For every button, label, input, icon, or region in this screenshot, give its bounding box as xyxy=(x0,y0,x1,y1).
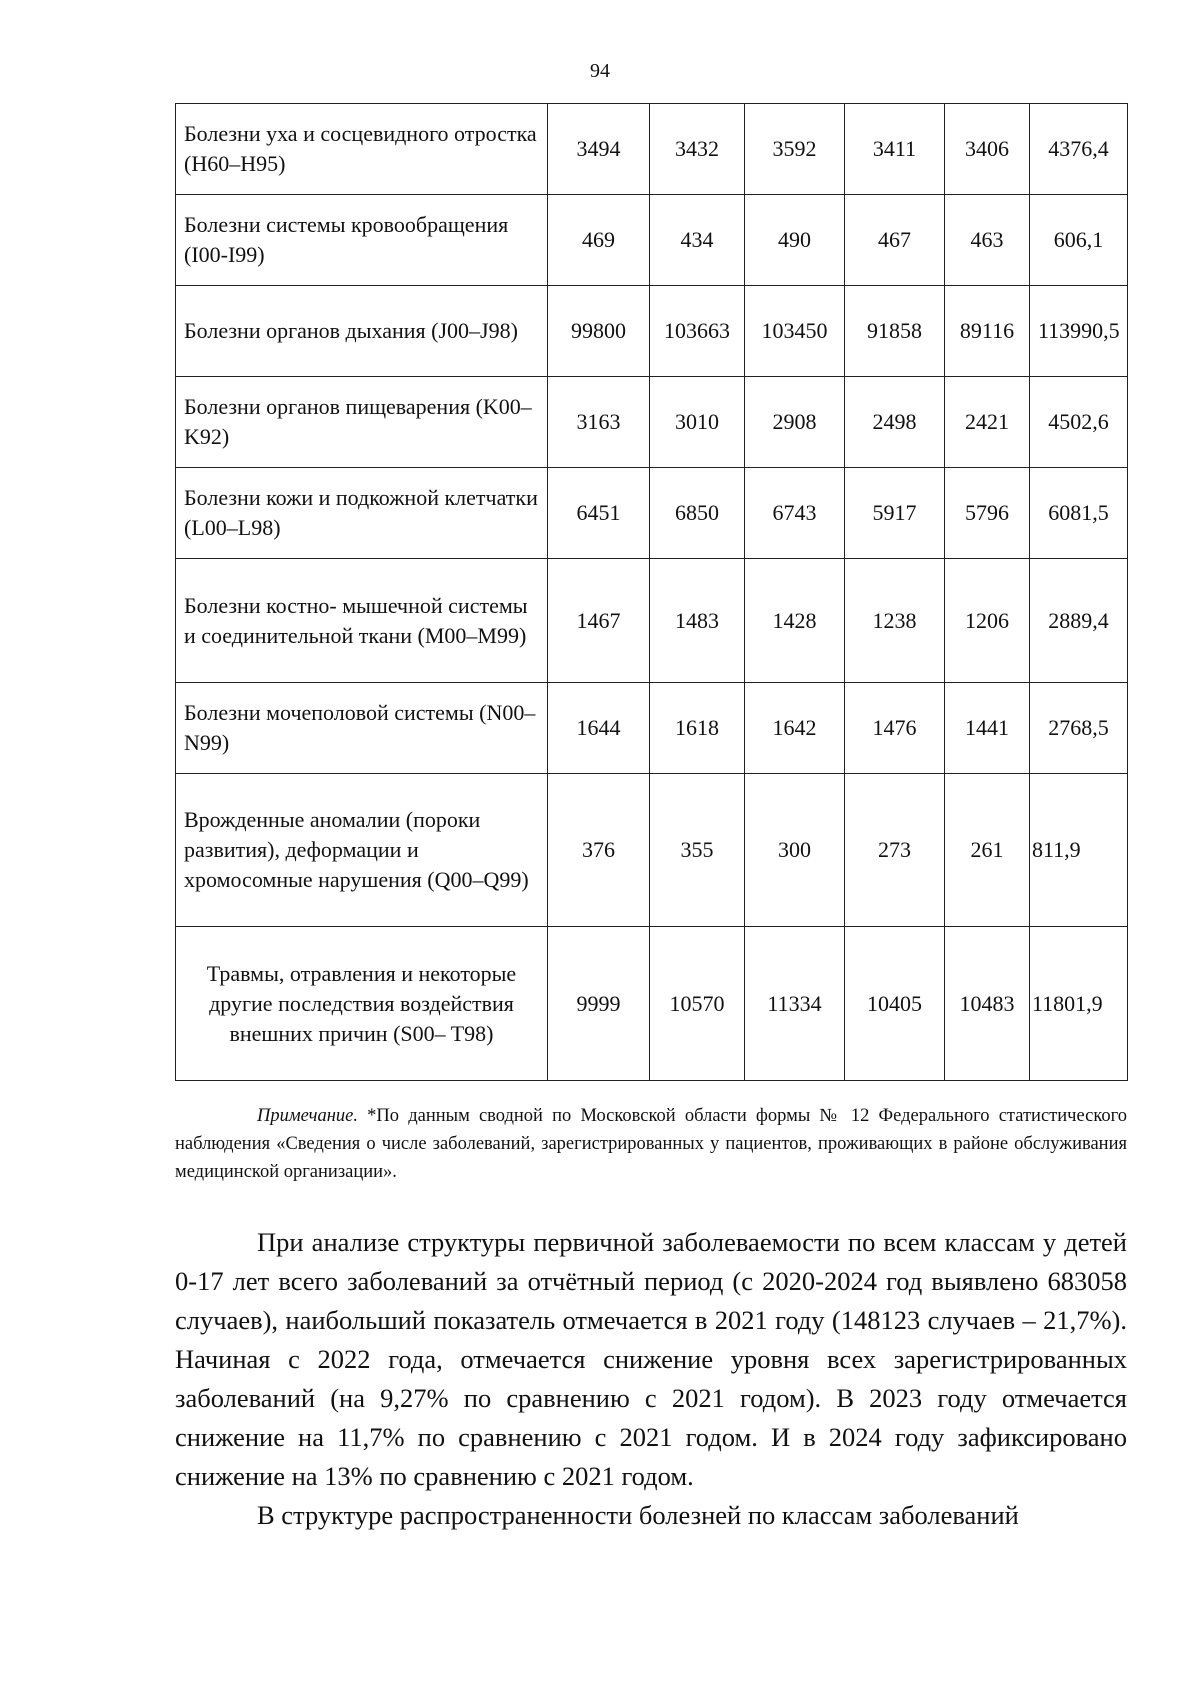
value-cell: 5917 xyxy=(845,468,945,559)
disease-class-name: Болезни костно- мышечной системы и соединительной ткани (M00–M99) xyxy=(176,559,548,683)
value-cell: 463 xyxy=(945,195,1030,286)
value-cell: 2498 xyxy=(845,377,945,468)
value-cell: 1206 xyxy=(945,559,1030,683)
value-cell: 490 xyxy=(745,195,845,286)
table-row xyxy=(176,774,1128,927)
value-cell: 99800 xyxy=(548,286,650,377)
note-text: *По данным сводной по Московской области формы № 12 Федерального статистического наблюдения «Сведения о числе заболеваний, зарегистрированных у пациентов, проживающих в районе обслуживания медицинской организации». xyxy=(175,1106,1128,1182)
table-row xyxy=(176,286,1128,377)
value-cell: 2421 xyxy=(945,377,1030,468)
value-cell: 2889,4 xyxy=(1030,559,1128,683)
value-cell: 11334 xyxy=(745,927,845,1081)
value-cell: 89116 xyxy=(945,286,1030,377)
value-cell: 6743 xyxy=(745,468,845,559)
value-cell: 103450 xyxy=(745,286,845,377)
disease-class-name: Травмы, отравления и некоторые другие последствия воздействия внешних причин (S00– T98) xyxy=(176,927,548,1081)
disease-class-name: Болезни мочеполовой системы (N00–N99) xyxy=(176,683,548,774)
table-row xyxy=(176,195,1128,286)
table-note xyxy=(175,1102,1127,1186)
value-cell: 1467 xyxy=(548,559,650,683)
disease-table xyxy=(175,103,1128,1081)
value-cell: 3592 xyxy=(745,104,845,195)
value-cell: 103663 xyxy=(650,286,745,377)
value-cell: 1428 xyxy=(745,559,845,683)
value-cell: 273 xyxy=(845,774,945,927)
value-cell: 1238 xyxy=(845,559,945,683)
paragraph: В структуре распространенности болезней по классам заболеваний xyxy=(257,1500,1019,1530)
disease-class-name: Болезни кожи и подкожной клетчатки (L00–L98) xyxy=(176,468,548,559)
value-cell: 1441 xyxy=(945,683,1030,774)
value-cell: 2908 xyxy=(745,377,845,468)
paragraph: При анализе структуры первичной заболеваемости по всем классам у детей 0-17 лет всего заболеваний за отчётный период (с 2020-2024 год выявлено 683058 случаев), наибольший показатель отмечается в 2021 году (148123 случаев – 21,7%). Начиная с 2022 года, отмечается снижение уровня всех зарегистрированных заболеваний (на 9,27% по сравнению с 2021 годом). В 2023 году отмечается снижение на 11,7% по сравнению с 2021 годом. И в 2024 году зафиксировано снижение на 13% по сравнению с 2021 годом. xyxy=(175,1227,1127,1491)
value-cell: 1483 xyxy=(650,559,745,683)
value-cell: 3411 xyxy=(845,104,945,195)
value-cell: 10570 xyxy=(650,927,745,1081)
value-cell: 4376,4 xyxy=(1030,104,1128,195)
value-cell: 91858 xyxy=(845,286,945,377)
value-cell: 6081,5 xyxy=(1030,468,1128,559)
value-cell: 6850 xyxy=(650,468,745,559)
value-cell: 434 xyxy=(650,195,745,286)
table-row xyxy=(176,927,1128,1081)
value-cell: 469 xyxy=(548,195,650,286)
value-cell: 376 xyxy=(548,774,650,927)
value-cell: 467 xyxy=(845,195,945,286)
disease-class-name: Болезни системы кровообращения (I00-I99) xyxy=(176,195,548,286)
value-cell: 9999 xyxy=(548,927,650,1081)
value-cell: 3163 xyxy=(548,377,650,468)
value-cell: 3494 xyxy=(548,104,650,195)
disease-class-name: Врожденные аномалии (пороки развития), деформации и хромосомные нарушения (Q00–Q99) xyxy=(176,774,548,927)
value-cell: 1644 xyxy=(548,683,650,774)
table-row xyxy=(176,377,1128,468)
value-cell: 5796 xyxy=(945,468,1030,559)
value-cell: 3406 xyxy=(945,104,1030,195)
table-row xyxy=(176,683,1128,774)
page-number: 94 xyxy=(590,60,610,82)
table-row xyxy=(176,104,1128,195)
value-cell: 1642 xyxy=(745,683,845,774)
disease-class-name: Болезни уха и сосцевидного отростка (H60–H95) xyxy=(176,104,548,195)
body-text xyxy=(175,1223,1127,1535)
value-cell: 2768,5 xyxy=(1030,683,1128,774)
value-cell: 355 xyxy=(650,774,745,927)
value-cell: 261 xyxy=(945,774,1030,927)
value-cell: 811,9 xyxy=(1030,774,1128,927)
value-cell: 1618 xyxy=(650,683,745,774)
value-cell: 113990,5 xyxy=(1030,286,1128,377)
table-row xyxy=(176,468,1128,559)
value-cell: 10405 xyxy=(845,927,945,1081)
value-cell: 1476 xyxy=(845,683,945,774)
value-cell: 606,1 xyxy=(1030,195,1128,286)
value-cell: 10483 xyxy=(945,927,1030,1081)
value-cell: 3010 xyxy=(650,377,745,468)
value-cell: 3432 xyxy=(650,104,745,195)
note-label: Примечание. xyxy=(257,1106,358,1126)
disease-class-name: Болезни органов пищеварения (K00–K92) xyxy=(176,377,548,468)
value-cell: 11801,9 xyxy=(1030,927,1128,1081)
disease-class-name: Болезни органов дыхания (J00–J98) xyxy=(176,286,548,377)
value-cell: 300 xyxy=(745,774,845,927)
value-cell: 4502,6 xyxy=(1030,377,1128,468)
table-row xyxy=(176,559,1128,683)
value-cell: 6451 xyxy=(548,468,650,559)
